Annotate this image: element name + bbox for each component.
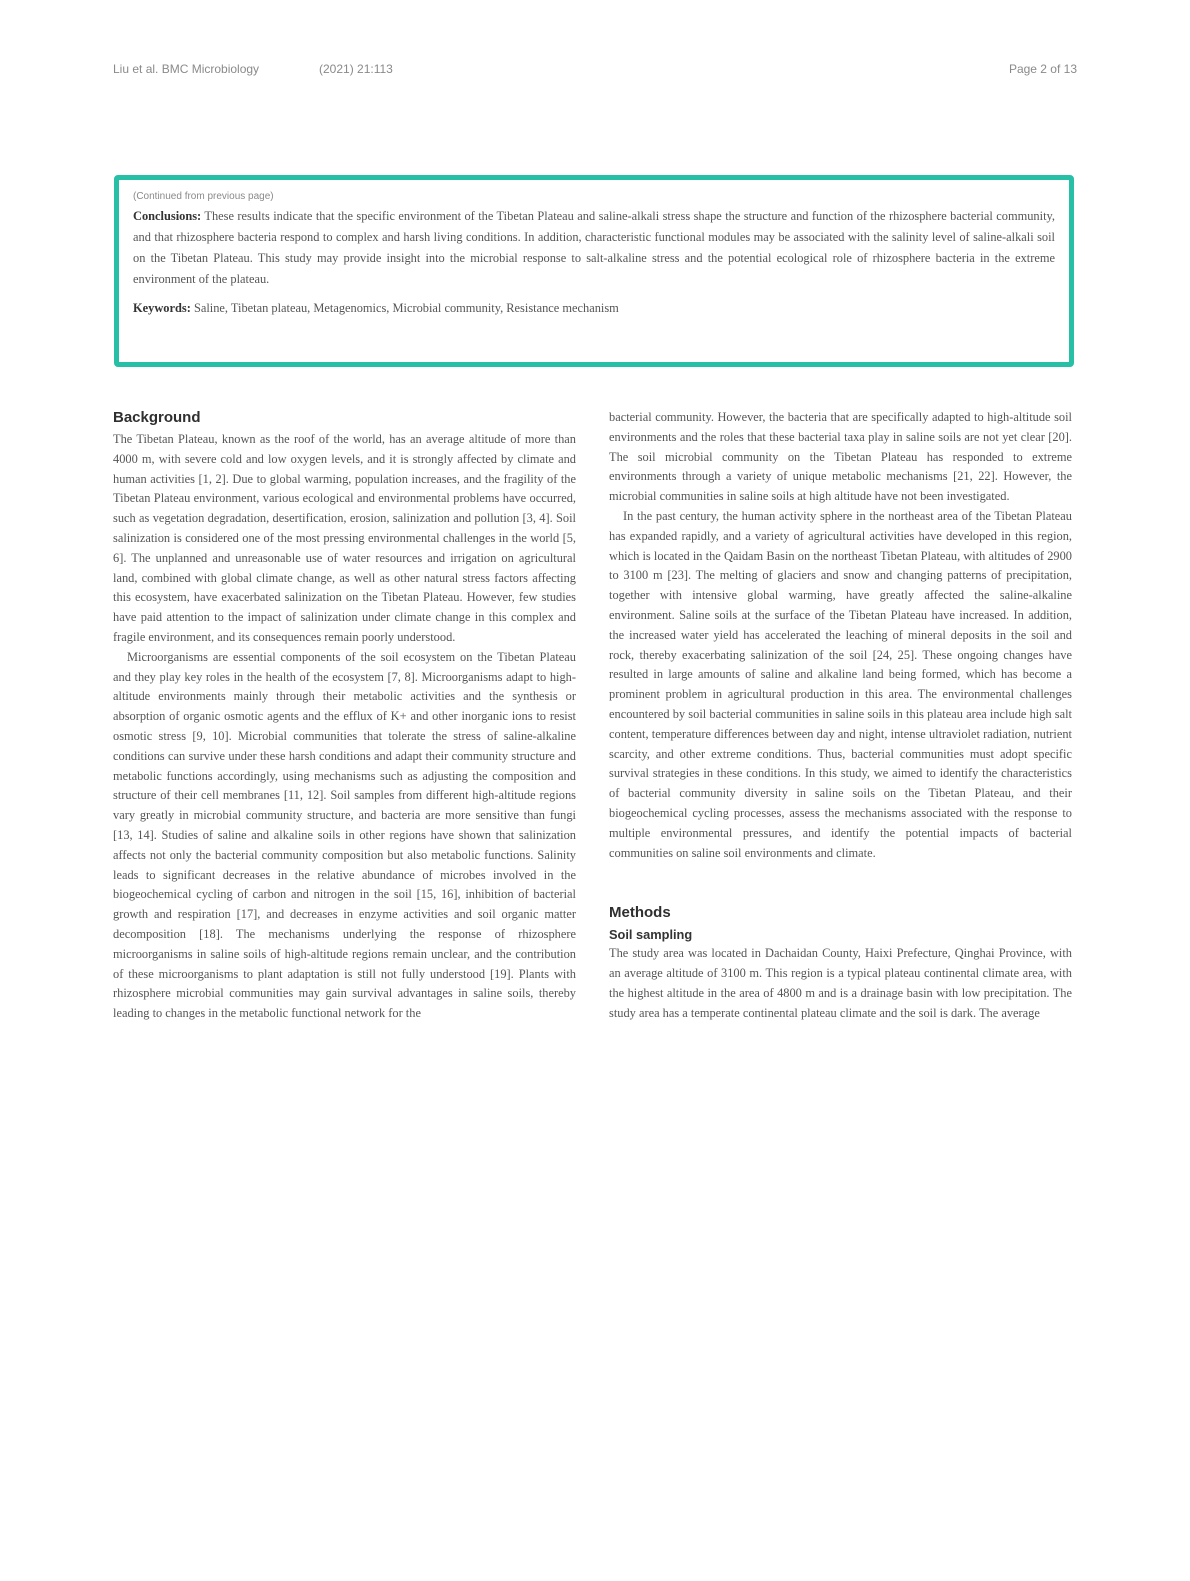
conclusions-text: These results indicate that the specific environment of the Tibetan Plateau and saline-alkali stress shape the structure and function of the rhizosphere bacterial community, and that rhizosphere bacteria respond to complex and harsh living conditions. In addition, characteristic functional modules may be associated with the salinity level of saline-alkali soil on the Tibetan Plateau. This study may provide insight into the microbial response to salt-alkaline stress and the potential ecological role of rhizosphere bacteria in the extreme environment of the plateau. <box>133 209 1056 286</box>
right-column <box>609 408 1072 1024</box>
background-paragraph-3: bacterial community. However, the bacteria that are specifically adapted to high-altitude soil environments and the roles that these bacterial taxa play in saline soils are not yet clear [20]. The soil microbial community on the Tibetan Plateau has responded to extreme environments through a variety of unique metabolic mechanisms [21, 22]. However, the microbial communities in saline soils at high altitude have not been investigated. <box>609 410 1072 504</box>
background-heading: Background <box>113 409 201 426</box>
left-column <box>113 408 576 1024</box>
background-paragraph-4: In the past century, the human activity sphere in the northeast area of the Tibetan Plateau has expanded rapidly, and a variety of agricultural activities have developed in this region, which is located in the Qaidam Basin on the northeast Tibetan Plateau, with altitudes of 2900 to 3100 m [23]. The melting of glaciers and snow and changing patterns of precipitation, together with intensive global warming, have greatly affected the saline-alkaline environment. Saline soils at the surface of the Tibetan Plateau have increased. In addition, the increased water yield has accelerated the leaching of mineral deposits in the soil and rock, thereby exacerbating salinization of the soil [24, 25]. These ongoing changes have resulted in large amounts of saline and alkaline land being formed, which has become a prominent problem in agricultural production in this area. The environmental challenges encountered by soil bacterial communities in saline soils in this plateau area include high salt content, temperature differences between day and night, intense ultraviolet radiation, nutrient scarcity, and other extreme conditions. Thus, bacterial communities must adopt specific survival strategies in these conditions. In this study, we aimed to identify the characteristics of bacterial community diversity in saline soils on the Tibetan Plateau, and their biogeochemical cycling processes, assess the mechanisms associated with the response to multiple environmental pressures, and identify the potential impacts of bacterial communities on saline soil environments and climate. <box>609 508 1072 860</box>
conclusions-paragraph <box>133 206 1055 290</box>
journal-citation: Liu et al. BMC Microbiology <box>113 62 260 76</box>
keywords-label: Keywords: <box>133 301 191 315</box>
conclusions-label: Conclusions: <box>133 209 202 223</box>
background-paragraph-2: Microorganisms are essential components of the soil ecosystem on the Tibetan Plateau and they play key roles in the health of the ecosystem [7, 8]. Microorganisms adapt to high-altitude environments mainly through their metabolic activities and the synthesis or absorption of organic osmotic agents and the efflux of K+ and other inorganic ions to resist osmotic stress [9, 10]. Microbial communities that tolerate the stress of saline-alkaline conditions can survive under these harsh conditions and adapt their community structure and metabolic functions accordingly, using mechanisms such as adjusting the composition and structure of their cell membranes [11, 12]. Soil samples from different high-altitude regions vary greatly in microbial community structure, and bacteria are more sensitive than fungi [13, 14]. Studies of saline and alkaline soils in other regions have shown that salinization affects not only the bacterial community composition but also metabolic functions. Salinity leads to significant decreases in the relative abundance of microbes involved in the biogeochemical cycling of carbon and nitrogen in the soil [15, 16], inhibition of bacterial growth and respiration [17], and decreases in enzyme activities and soil organic matter decomposition [18]. The mechanisms underlying the response of rhizosphere microorganisms in saline soils of high-altitude regions remain unclear, and the contribution of these microorganisms to plant adaptation is still not fully understood [19]. Plants with rhizosphere microbial communities may gain survival advantages in saline soils, thereby leading to changes in the metabolic functional network for the <box>113 649 576 1021</box>
soil-sampling-heading: Soil sampling <box>609 927 693 943</box>
methods-heading: Methods <box>609 904 671 922</box>
keywords-text: Saline, Tibetan plateau, Metagenomics, Microbial community, Resistance mechanism <box>193 301 619 315</box>
background-paragraph-1: The Tibetan Plateau, known as the roof of the world, has an average altitude of more than 4000 m, with severe cold and low oxygen levels, and it is strongly affected by climate and human activities [1, 2]. Due to global warming, population increases, and the fragility of the Tibetan Plateau environment, various ecological and environmental problems have occurred, such as vegetation degradation, desertification, erosion, salinization and pollution [3, 4]. Soil salinization is considered one of the most pressing environmental challenges in the world [5, 6]. The unplanned and unreasonable use of water resources and irrigation on agricultural land, combined with global climate change, as well as other natural stress factors affecting this ecosystem, have exacerbated salinization on the Tibetan Plateau. However, few studies have paid attention to the impact of salinization under climate change in this complex and fragile environment, and its consequences remain poorly understood. <box>113 432 576 644</box>
methods-paragraph-1: The study area was located in Dachaidan County, Haixi Prefecture, Qinghai Province, with an average altitude of 3100 m. This region is a typical plateau continental climate area, with the highest altitude in the area of 4800 m and is a drainage basin with low precipitation. The study area has a temperate continental plateau climate and the soil is dark. The average <box>609 946 1072 1020</box>
abstract-box <box>114 175 1074 367</box>
article-doi: (2021) 21:113 <box>319 62 393 76</box>
continued-note: (Continued from previous page) <box>133 191 274 202</box>
page-number: Page 2 of 13 <box>1008 62 1077 76</box>
keywords-paragraph <box>133 298 1055 319</box>
